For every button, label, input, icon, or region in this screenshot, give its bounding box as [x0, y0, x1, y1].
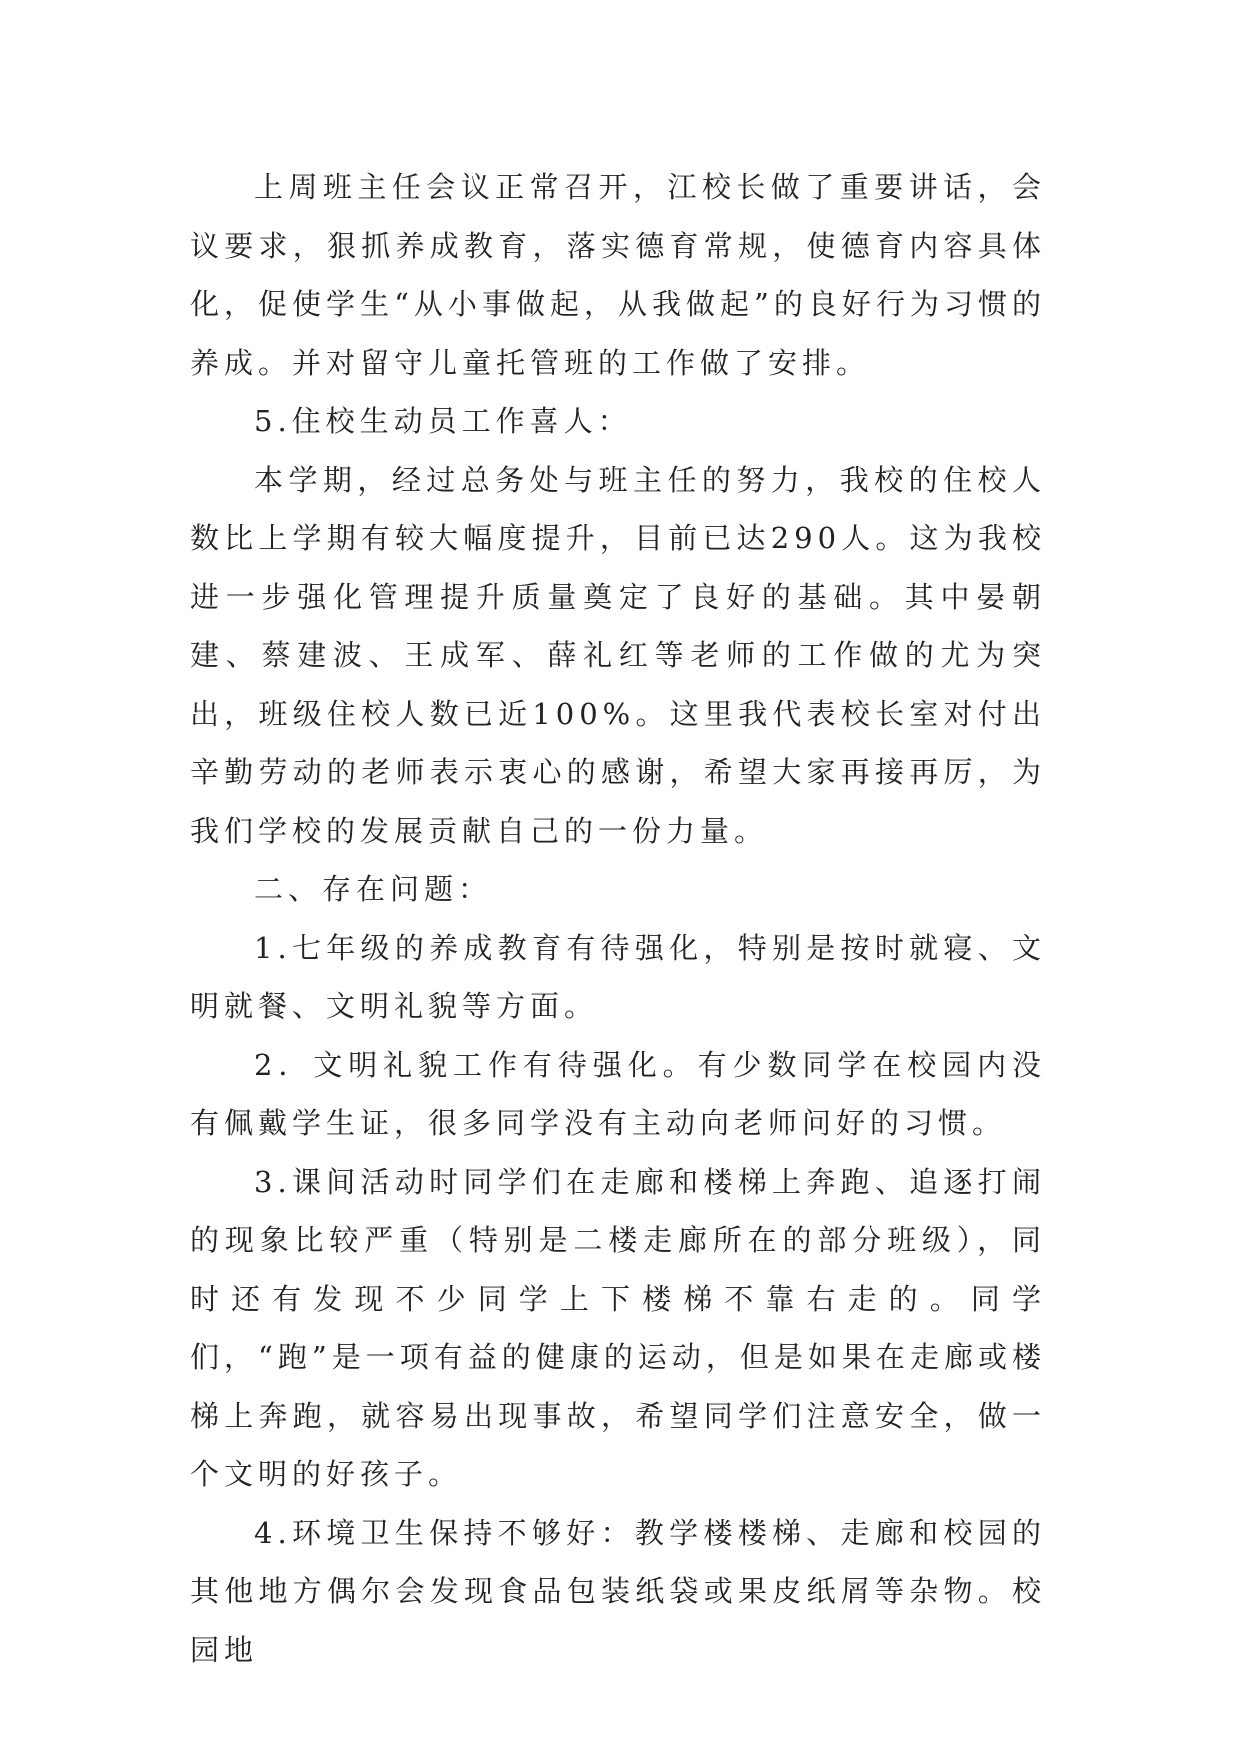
paragraph-problem-1: 1.七年级的养成教育有待强化，特别是按时就寝、文明就餐、文明礼貌等方面。	[190, 930, 1046, 1023]
paragraph-meeting-summary: 上周班主任会议正常召开，江校长做了重要讲话，会议要求，狠抓养成教育，落实德育常规，使德育内容具体化，促使学生“从小事做起，从我做起”的良好行为习惯的养成。并对留守儿童托管班的工作做了安排。	[190, 170, 1046, 380]
paragraph-problem-3: 3.课间活动时同学们在走廊和楼梯上奔跑、追逐打闹的现象比较严重（特别是二楼走廊所在的部分班级），同时还有发现不少同学上下楼梯不靠右走的。同学们，“跑”是一项有益的健康的运动，但是如果在走廊或楼梯上奔跑，就容易出现事故，希望同学们注意安全，做一个文明的好孩子。	[190, 1164, 1046, 1491]
document-body	[190, 158, 1046, 1679]
paragraph-problem-2: 2．文明礼貌工作有待强化。有少数同学在校园内没有佩戴学生证，很多同学没有主动向老师问好的习惯。	[190, 1047, 1046, 1140]
paragraph-heading-boarding: 5.住校生动员工作喜人：	[254, 404, 632, 438]
paragraph-problem-4: 4.环境卫生保持不够好：教学楼楼梯、走廊和校园的其他地方偶尔会发现食品包装纸袋或果皮纸屑等杂物。校园地	[190, 1515, 1046, 1667]
paragraph-heading-problems: 二、存在问题：	[254, 872, 493, 906]
paragraph-boarding-details: 本学期，经过总务处与班主任的努力，我校的住校人数比上学期有较大幅度提升，目前已达290人。这为我校进一步强化管理提升质量奠定了良好的基础。其中晏朝建、蔡建波、王成军、薛礼红等老师的工作做的尤为突出，班级住校人数已近100%。这里我代表校长室对付出辛勤劳动的老师表示衷心的感谢，希望大家再接再厉，为我们学校的发展贡献自己的一份力量。	[190, 462, 1046, 848]
